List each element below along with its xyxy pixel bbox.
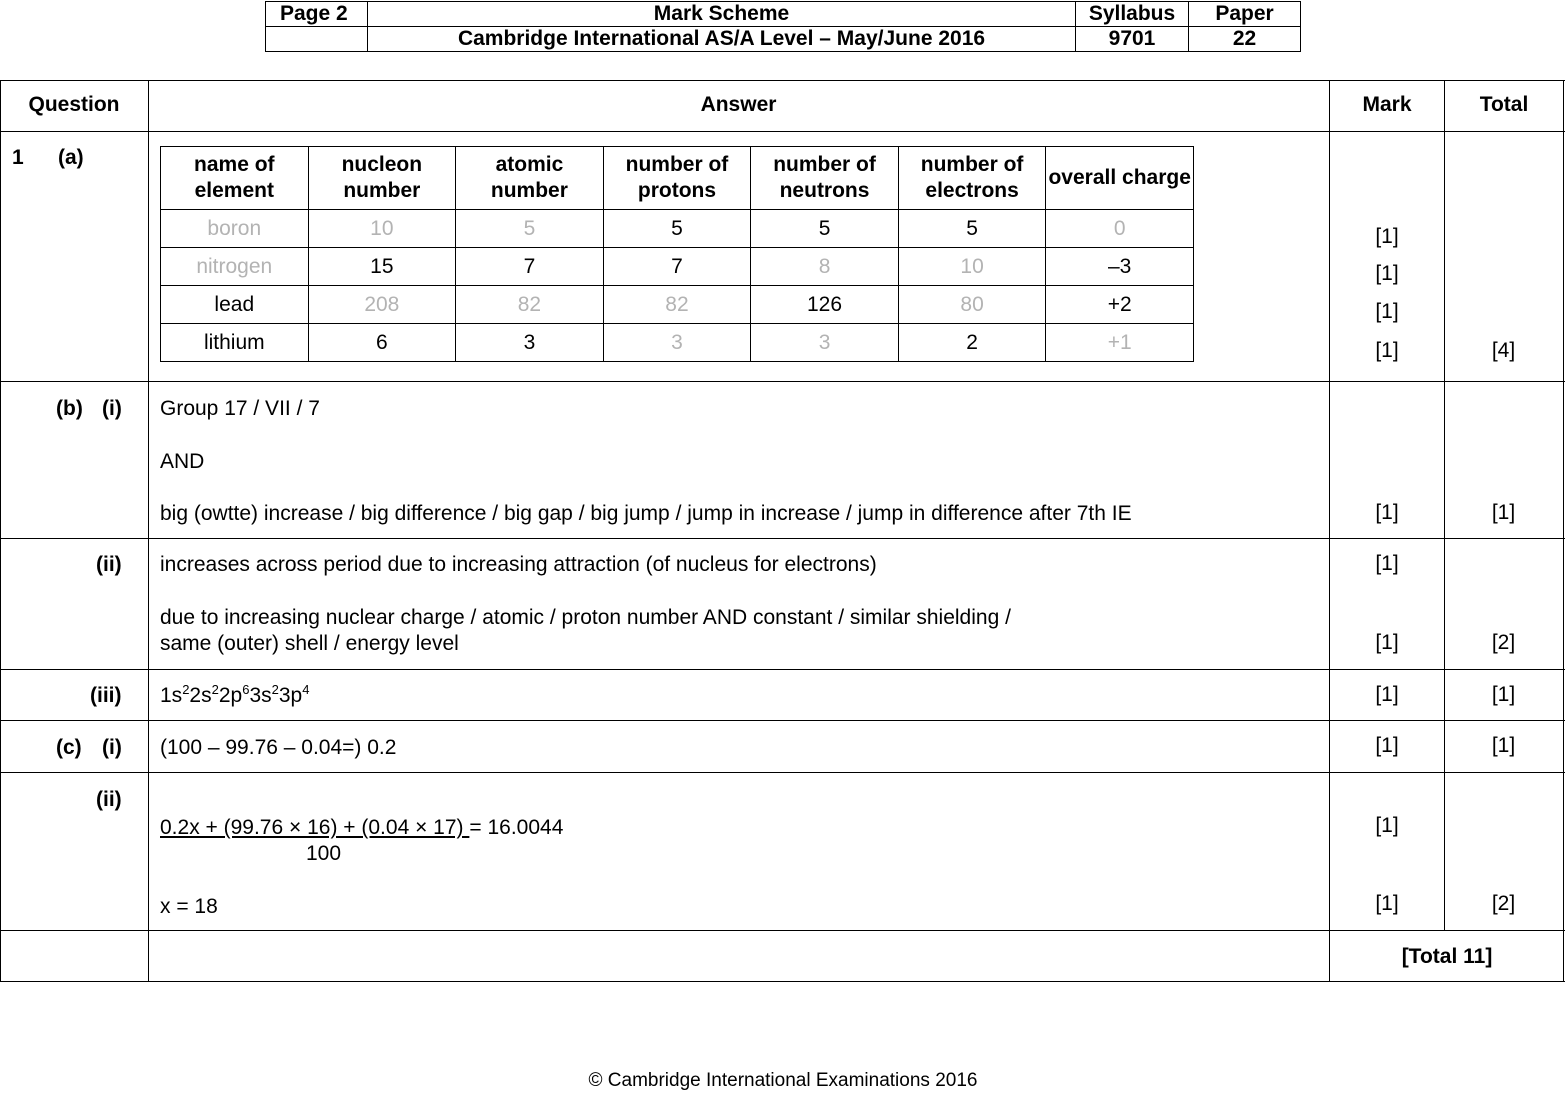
table-cell: 5: [456, 210, 604, 248]
table-header-cell: number of protons: [603, 147, 751, 210]
mark: [1]: [1375, 225, 1399, 248]
answer-line: (100 – 99.76 – 0.04=) 0.2: [160, 736, 397, 759]
table-cell: 7: [456, 248, 604, 286]
grid-line: [0, 669, 1565, 670]
table-cell: 5: [603, 210, 751, 248]
column-header-total: Total: [1479, 93, 1529, 116]
orbital: 3s: [249, 684, 272, 707]
question-part-a: (a): [58, 146, 84, 169]
table-cell: lithium: [161, 324, 309, 362]
grid-line: [148, 80, 149, 982]
mark: [1]: [1375, 892, 1399, 915]
mark: [1]: [1375, 814, 1399, 837]
table-cell: +1: [1046, 324, 1194, 362]
table-cell: 82: [456, 286, 604, 324]
table-cell: 15: [308, 248, 456, 286]
header-table: [265, 1, 1301, 52]
table-header-cell: number of electrons: [898, 147, 1046, 210]
table-row: [161, 286, 1194, 324]
doc-subtitle: Cambridge International AS/A Level – May/June 2016: [368, 27, 1076, 52]
table-cell: –3: [1046, 248, 1194, 286]
grid-line: [0, 381, 1565, 382]
question-number: 1: [12, 146, 24, 169]
table-row: [161, 248, 1194, 286]
mark: [1]: [1375, 683, 1399, 706]
electron-count: 2: [182, 682, 190, 697]
mark: [1]: [1375, 734, 1399, 757]
electron-count: 2: [271, 682, 279, 697]
electron-configuration: [160, 683, 309, 709]
element-particles-table: [160, 146, 1194, 362]
grand-total: [Total 11]: [1401, 945, 1493, 968]
total: [2]: [1491, 631, 1516, 654]
formula-result: = 16.0044: [469, 816, 564, 839]
table-cell: 3: [751, 324, 899, 362]
doc-title: Mark Scheme: [368, 2, 1076, 27]
table-cell: 0: [1046, 210, 1194, 248]
mark: [1]: [1375, 552, 1399, 575]
page-number: Page 2: [266, 2, 368, 27]
grid-line: [0, 772, 1565, 773]
table-cell: +2: [1046, 286, 1194, 324]
grid-line: [1329, 80, 1330, 982]
question-sub-ii: (ii): [96, 553, 122, 576]
syllabus-value: 9701: [1076, 27, 1189, 52]
formula-line: [160, 815, 563, 841]
table-cell: 80: [898, 286, 1046, 324]
paper-label: Paper: [1189, 2, 1301, 27]
total: [1]: [1491, 683, 1516, 706]
electron-count: 4: [302, 682, 310, 697]
column-header-mark: Mark: [1362, 93, 1412, 116]
question-part-c: (c): [56, 736, 82, 759]
grid-line: [0, 131, 1565, 132]
table-cell: 82: [603, 286, 751, 324]
total: [4]: [1491, 339, 1516, 362]
formula-numerator: 0.2x + (99.76 × 16) + (0.04 × 17): [160, 816, 470, 839]
table-cell: 5: [898, 210, 1046, 248]
total: [1]: [1491, 734, 1516, 757]
table-cell: 208: [308, 286, 456, 324]
grid-line: [1563, 80, 1564, 982]
table-header-cell: number of neutrons: [751, 147, 899, 210]
mark: [1]: [1375, 631, 1399, 654]
table-cell: 6: [308, 324, 456, 362]
grid-line: [0, 981, 1565, 982]
grid-line: [0, 720, 1565, 721]
table-row: [161, 210, 1194, 248]
table-header-cell: nucleon number: [308, 147, 456, 210]
question-sub-iii: (iii): [90, 684, 122, 707]
answer-line: x = 18: [160, 895, 218, 918]
mark: [1]: [1375, 300, 1399, 323]
question-sub-i: (i): [102, 736, 122, 759]
table-cell: boron: [161, 210, 309, 248]
orbital: 3p: [278, 684, 303, 707]
total: [2]: [1491, 892, 1516, 915]
formula-denominator: 100: [306, 842, 342, 865]
grid-line: [0, 538, 1565, 539]
mark: [1]: [1375, 262, 1399, 285]
orbital: 2p: [218, 684, 243, 707]
orbital: 1s: [160, 684, 183, 707]
answer-line: AND: [160, 450, 205, 473]
question-part-b: (b): [56, 397, 83, 420]
column-header-answer: Answer: [700, 93, 777, 116]
total: [1]: [1491, 501, 1516, 524]
header-empty-cell: [266, 27, 368, 52]
table-cell: 2: [898, 324, 1046, 362]
table-header-cell: atomic number: [456, 147, 604, 210]
answer-line: increases across period due to increasing attraction (of nucleus for electrons): [160, 553, 877, 576]
table-cell: 3: [603, 324, 751, 362]
table-cell: 10: [308, 210, 456, 248]
table-cell: 8: [751, 248, 899, 286]
answer-line: big (owtte) increase / big difference / big gap / big jump / jump in increase / jump in difference after 7th IE: [160, 502, 1132, 525]
table-cell: lead: [161, 286, 309, 324]
grid-line: [0, 80, 1565, 81]
paper-value: 22: [1189, 27, 1301, 52]
grid-line: [0, 80, 1, 982]
table-cell: 10: [898, 248, 1046, 286]
table-cell: 7: [603, 248, 751, 286]
table-cell: 5: [751, 210, 899, 248]
table-cell: 126: [751, 286, 899, 324]
table-header-row: [161, 147, 1194, 210]
table-header-cell: name of element: [161, 147, 309, 210]
grid-line: [0, 930, 1565, 931]
syllabus-label: Syllabus: [1076, 2, 1189, 27]
answer-line: due to increasing nuclear charge / atomic / proton number AND constant / similar shielding /: [160, 606, 1011, 629]
footer-copyright: © Cambridge International Examinations 2016: [588, 1070, 978, 1091]
question-sub-ii: (ii): [96, 788, 122, 811]
mark: [1]: [1375, 501, 1399, 524]
table-row: [161, 324, 1194, 362]
electron-count: 6: [242, 682, 250, 697]
answer-line: Group 17 / VII / 7: [160, 397, 320, 420]
orbital: 2s: [189, 684, 212, 707]
column-header-question: Question: [28, 93, 120, 116]
electron-count: 2: [211, 682, 219, 697]
question-sub-i: (i): [102, 397, 122, 420]
mark: [1]: [1375, 339, 1399, 362]
table-cell: 3: [456, 324, 604, 362]
table-cell: nitrogen: [161, 248, 309, 286]
table-header-cell: overall charge: [1046, 147, 1194, 210]
answer-line: same (outer) shell / energy level: [160, 632, 459, 655]
